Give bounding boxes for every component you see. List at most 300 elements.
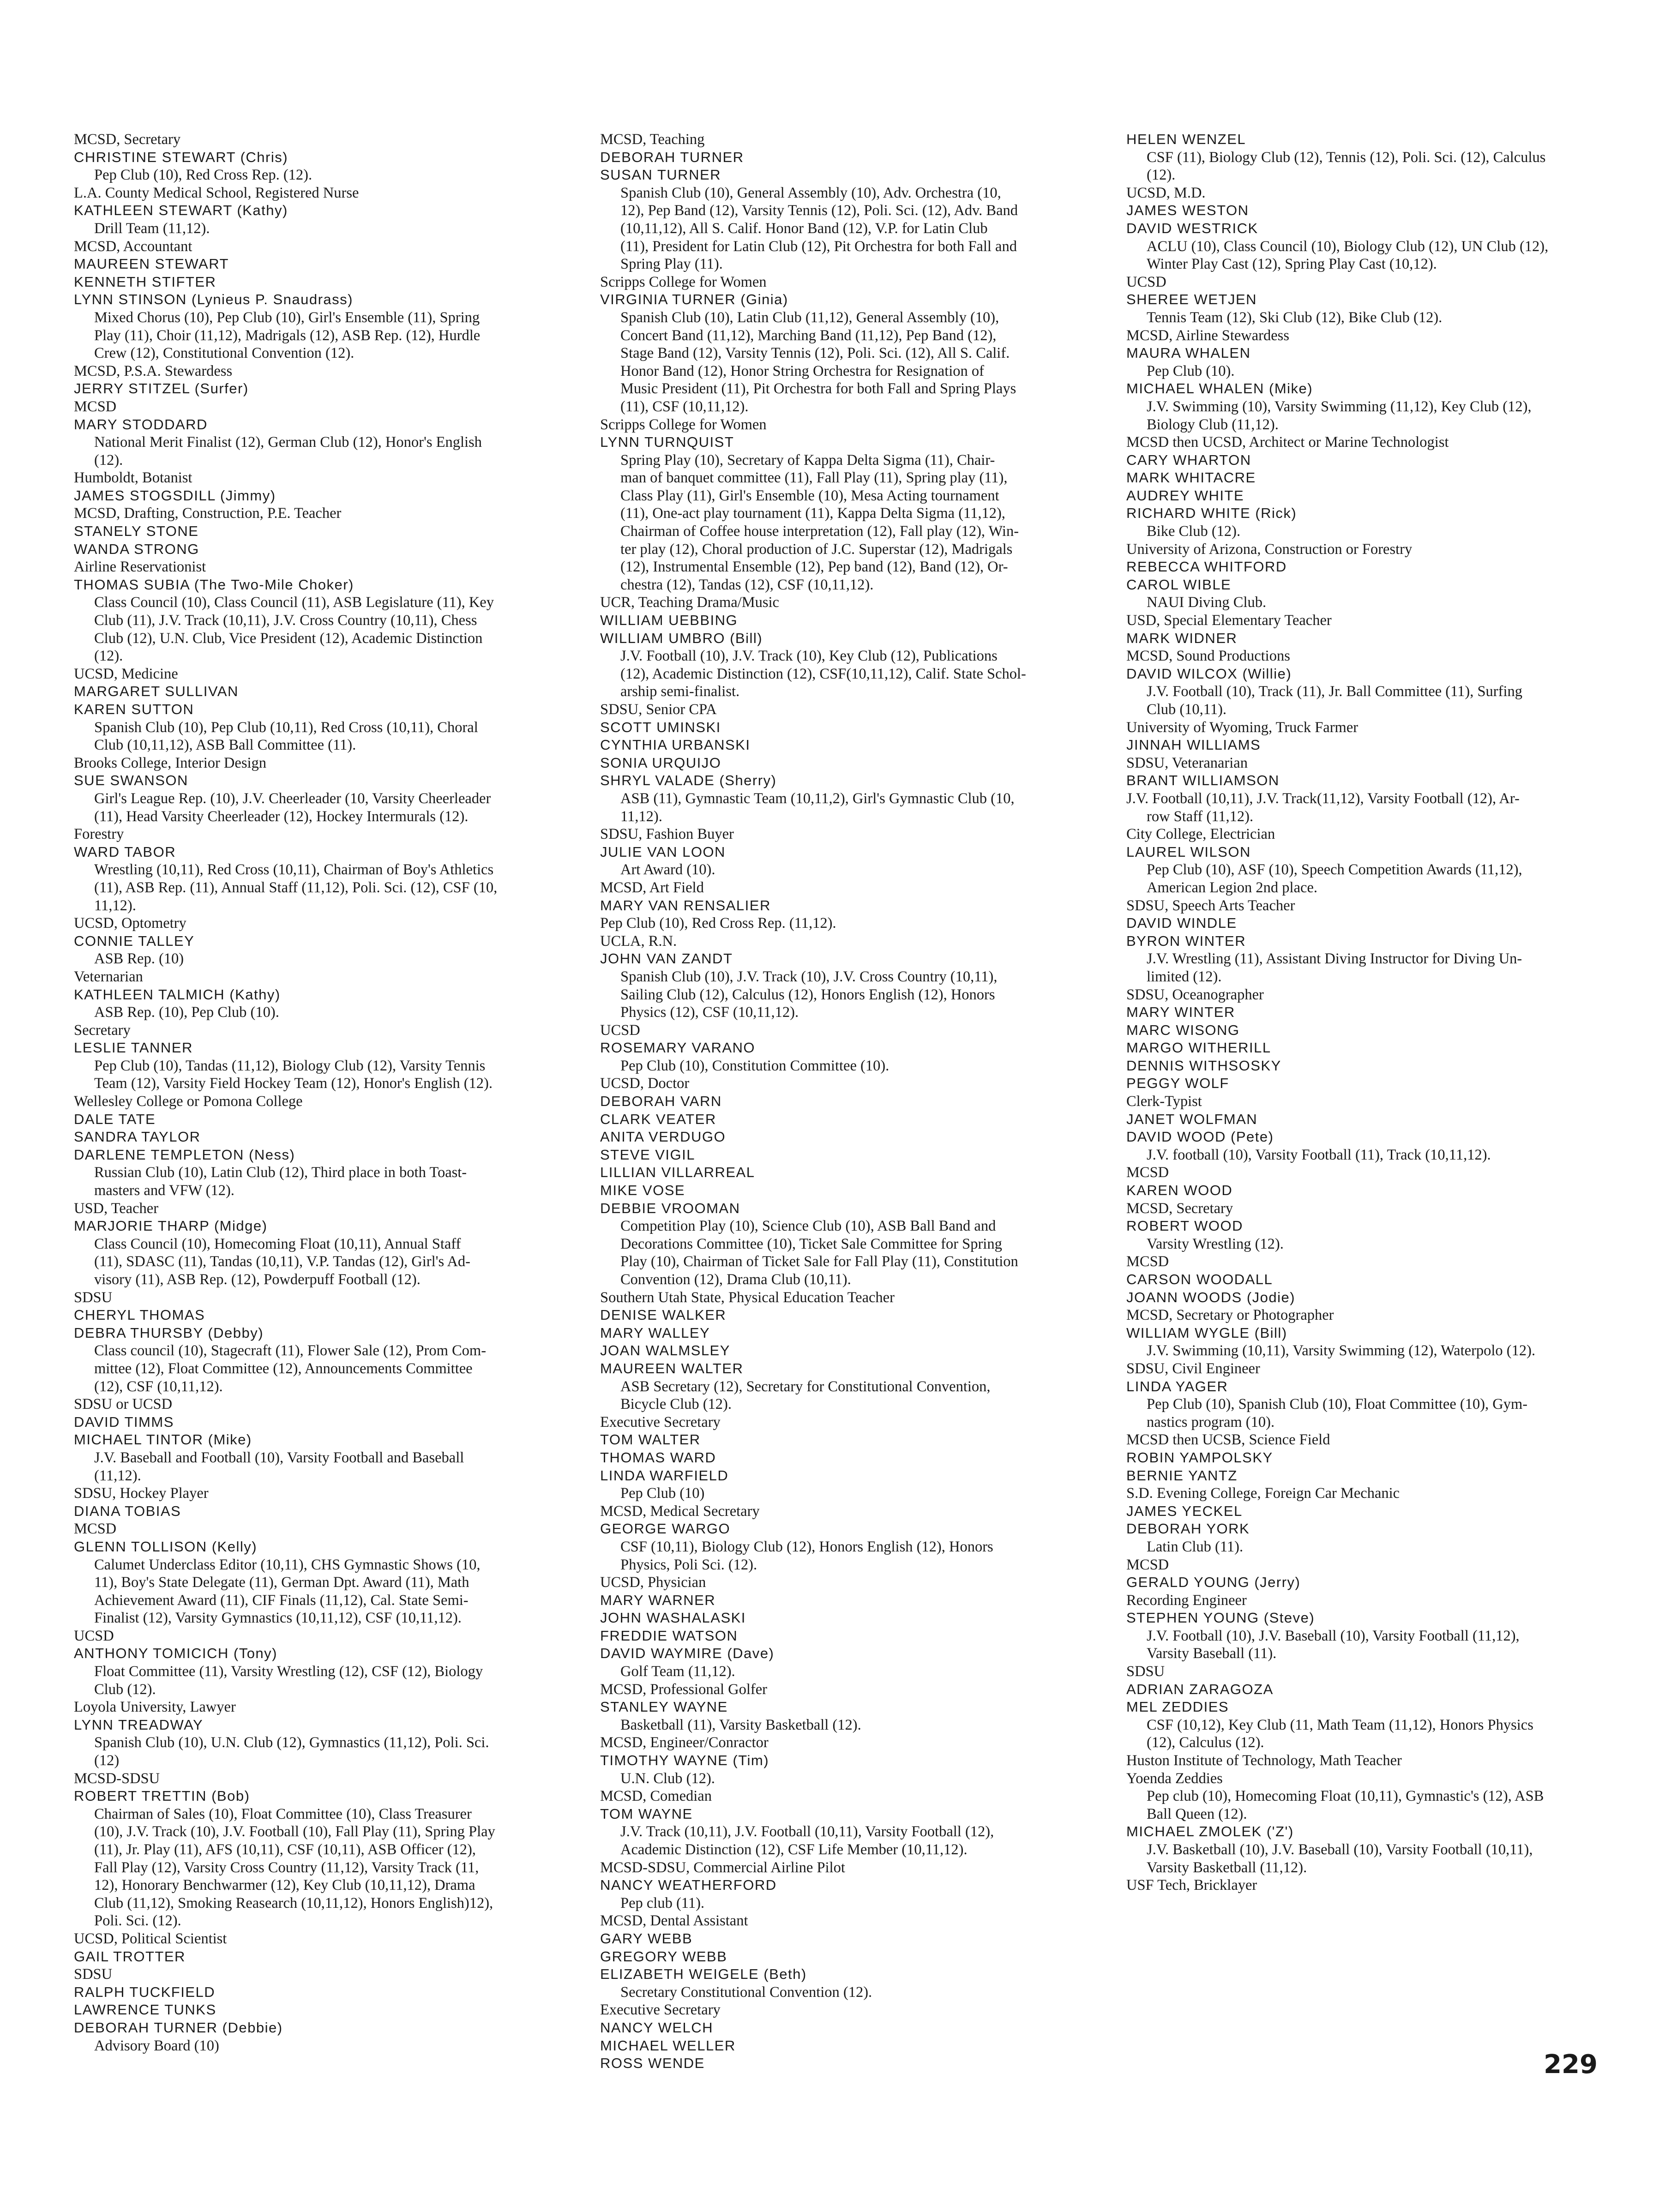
activity-line: Basketball (11), Varsity Basketball (12).	[620, 1716, 861, 1733]
student-entry	[1126, 914, 1611, 932]
student-name: MARGO WITHERILL	[1126, 1040, 1271, 1056]
activity-line: limited (12).	[1147, 968, 1222, 985]
student-name: DEBORAH TURNER	[600, 149, 744, 165]
activity-line: Music President (11), Pit Orchestra for both Fall and Spring Plays	[620, 380, 1016, 397]
student-name: ROBERT WOOD	[1126, 1218, 1244, 1234]
activity-line: Float Committee (11), Varsity Wrestling (12), CSF (12), Biology	[94, 1663, 483, 1680]
student-entry	[600, 1431, 1099, 1449]
activity-line: Club (10,11).	[1147, 701, 1227, 718]
student-entry	[1126, 1128, 1611, 1182]
activity-line: Spanish Club (10), Latin Club (11,12), General Assembly (10),	[620, 309, 999, 326]
future-plan: Airline Reservationist	[74, 559, 206, 576]
student-entry	[600, 1128, 1099, 1146]
activity-line: Play (10), Chairman of Ticket Sale for Fall Play (11), Constitution	[620, 1253, 1018, 1270]
future-plan: MCSD, Medical Secretary	[600, 1503, 760, 1520]
future-plan: MCSD	[1126, 1253, 1169, 1270]
student-name: JOHN VAN ZANDT	[600, 950, 733, 967]
activity-line: Crew (12), Constitutional Convention (12).	[94, 345, 355, 362]
activity-line: chestra (12), Tandas (12), CSF (10,11,12).	[620, 576, 874, 593]
activity-line: Club (12), U.N. Club, Vice President (12), Academic Distinction	[94, 630, 483, 647]
student-name: MARY WINTER	[1126, 1004, 1235, 1021]
activity-line: J.V. Football (10), J.V. Baseball (10), Varsity Football (11,12),	[1147, 1627, 1520, 1644]
future-plan: MCSD, Airline Stewardess	[1126, 327, 1289, 344]
activity-line: (11,12).	[94, 1467, 141, 1484]
student-name: DAVID WESTRICK	[1126, 220, 1258, 236]
student-name: MARY STODDARD	[74, 416, 208, 433]
student-entry	[600, 1627, 1099, 1645]
student-entry	[600, 1930, 1099, 1948]
student-entry	[74, 576, 558, 683]
student-entry	[1126, 1057, 1611, 1075]
activity-line: Drill Team (11,12).	[94, 220, 210, 237]
activity-line: 11), Boy's State Delegate (11), German Dpt. Award (11), Math	[94, 1574, 469, 1591]
future-plan: UCSD, Physician	[600, 1574, 706, 1591]
future-plan: USD, Teacher	[74, 1200, 159, 1217]
student-name: GREGORY WEBB	[600, 1948, 727, 1965]
student-entry	[1126, 505, 1611, 558]
activity-line: Bike Club (12).	[1147, 523, 1241, 540]
future-plan: UCSD	[1126, 273, 1166, 290]
student-entry	[1126, 932, 1611, 1004]
student-entry	[74, 986, 558, 1040]
future-plan: MCSD	[74, 1521, 117, 1538]
student-name: KATHLEEN STEWART (Kathy)	[74, 202, 288, 219]
student-entry	[1126, 665, 1611, 736]
student-name: JOHN WASHALASKI	[600, 1610, 746, 1626]
activity-line: visory (11), ASB Rep. (12), Powderpuff Football (12).	[94, 1271, 421, 1288]
student-entry	[74, 2001, 558, 2019]
student-entry	[1126, 202, 1611, 220]
future-plan: University of Wyoming, Truck Farmer	[1126, 719, 1358, 736]
student-name: ADRIAN ZARAGOZA	[1126, 1681, 1274, 1697]
student-entry	[600, 1449, 1099, 1467]
activity-line: Sailing Club (12), Calculus (12), Honors English (12), Honors	[620, 986, 995, 1003]
student-entry	[600, 1966, 1099, 2019]
future-plan: MCSD, Teaching	[600, 131, 705, 148]
activity-line: Club (10,11,12), ASB Ball Committee (11).	[94, 737, 356, 754]
student-name: GLENN TOLLISON (Kelly)	[74, 1538, 258, 1555]
activity-line: Convention (12), Drama Club (10,11).	[620, 1271, 851, 1288]
student-entry	[600, 1306, 1099, 1324]
student-entry	[74, 701, 558, 772]
activity-line: Spanish Club (10), General Assembly (10), Adv. Orchestra (10,	[620, 184, 1001, 201]
activity-line: Physics, Poli Sci. (12).	[620, 1556, 757, 1573]
student-entry	[74, 772, 558, 843]
activity-line: (12), Academic Distinction (12), CSF(10,11,12), Calif. State Schol-	[620, 665, 1026, 682]
student-name: MARY WARNER	[600, 1592, 716, 1608]
student-name: Yoenda Zeddies	[1126, 1770, 1223, 1787]
student-name: SHRYL VALADE (Sherry)	[600, 772, 777, 789]
activity-line: 11,12).	[94, 897, 136, 914]
future-plan: Executive Secretary	[600, 2002, 721, 2019]
student-entry	[600, 1324, 1099, 1342]
activity-line: Club (12).	[94, 1681, 156, 1698]
student-name: LESLIE TANNER	[74, 1040, 193, 1056]
activity-line: NAUI Diving Club.	[1147, 594, 1267, 611]
student-name: STEVE VIGIL	[600, 1146, 696, 1163]
student-name: CHERYL THOMAS	[74, 1307, 205, 1323]
activity-line: Winter Play Cast (12), Spring Play Cast (10,12).	[1147, 256, 1437, 273]
student-name: SONIA URQUIJO	[600, 754, 721, 771]
student-name: KATHLEEN TALMICH (Kathy)	[74, 986, 281, 1003]
activity-line: (12)	[94, 1752, 120, 1769]
student-name: LINDA YAGER	[1126, 1378, 1228, 1395]
student-entry	[600, 1609, 1099, 1627]
activity-line: Fall Play (12), Varsity Cross Country (11,12), Varsity Track (11,	[94, 1859, 479, 1876]
activity-line: Varsity Baseball (11).	[1147, 1645, 1277, 1662]
student-name: NANCY WEATHERFORD	[600, 1877, 777, 1893]
activity-line: Girl's League Rep. (10), J.V. Cheerleader (10, Varsity Cheerleader	[94, 790, 491, 807]
future-plan: UCSD, Political Scientist	[74, 1930, 227, 1947]
student-entry	[600, 897, 1099, 932]
activity-line: Latin Club (11).	[1147, 1538, 1244, 1555]
activity-line: Decorations Committee (10), Ticket Sale Committee for Spring	[620, 1235, 1002, 1252]
future-plan: S.D. Evening College, Foreign Car Mechanic	[1126, 1485, 1400, 1502]
student-entry	[74, 380, 558, 415]
student-entry	[1126, 576, 1611, 630]
activity-line: Spring Play (10), Secretary of Kappa Delta Sigma (11), Chair-	[620, 451, 995, 469]
student-name: MIKE VOSE	[600, 1182, 685, 1199]
student-name: BYRON WINTER	[1126, 932, 1246, 949]
student-entry	[1126, 1217, 1611, 1271]
student-entry	[1126, 469, 1611, 487]
student-entry	[74, 487, 558, 523]
student-name: JAMES YECKEL	[1126, 1503, 1243, 1519]
student-name: ROSEMARY VARANO	[600, 1040, 756, 1056]
student-name: DAVID WINDLE	[1126, 915, 1237, 932]
page-number: 229	[1544, 2050, 1598, 2080]
future-plan: Southern Utah State, Physical Education Teacher	[600, 1289, 895, 1306]
future-plan: L.A. County Medical School, Registered Nurse	[74, 184, 359, 201]
student-entry	[600, 1039, 1099, 1093]
student-name: LINDA WARFIELD	[600, 1467, 729, 1484]
future-plan: Scripps College for Women	[600, 273, 767, 290]
activity-line: Class council (10), Stagecraft (11), Flower Sale (12), Prom Com-	[94, 1342, 487, 1359]
activity-line: J.V. Wrestling (11), Assistant Diving Instructor for Diving Un-	[1147, 950, 1522, 968]
activity-line: Calumet Underclass Editor (10,11), CHS Gymnastic Shows (10,	[94, 1556, 481, 1573]
student-entry	[600, 1752, 1099, 1805]
activity-line: Pep Club (10).	[1147, 362, 1235, 379]
activity-line: Spring Play (11).	[620, 256, 723, 273]
student-name: MAUREEN STEWART	[74, 256, 229, 272]
future-plan: MCSD then UCSD, Architect or Marine Technologist	[1126, 434, 1449, 451]
activity-line: ASB (11), Gymnastic Team (10,11,2), Girl's Gymnastic Club (10,	[620, 790, 1015, 807]
student-name: MARY VAN RENSALIER	[600, 897, 771, 914]
student-entry	[74, 2019, 558, 2055]
student-entry	[74, 523, 558, 541]
future-plan: MCSD, Dental Assistant	[600, 1912, 748, 1929]
student-entry	[600, 1093, 1099, 1111]
student-entry	[600, 1467, 1099, 1521]
student-name: MICHAEL ZMOLEK ('Z')	[1126, 1823, 1294, 1840]
student-name: FREDDIE WATSON	[600, 1627, 738, 1644]
activity-line: ter play (12), Choral production of J.C. Superstar (12), Madrigals	[620, 541, 1013, 558]
student-entry	[600, 131, 1099, 149]
column-2	[600, 131, 1099, 2073]
student-name: CLARK VEATER	[600, 1111, 716, 1127]
activity-line: (12), CSF (10,11,12).	[94, 1378, 223, 1395]
student-entry	[600, 950, 1099, 1039]
student-name: DENNIS WITHSOSKY	[1126, 1057, 1281, 1074]
future-plan: Brooks College, Interior Design	[74, 754, 267, 771]
student-entry	[600, 1698, 1099, 1752]
student-name: DAVID WOOD (Pete)	[1126, 1129, 1274, 1145]
future-plan: Secretary	[74, 1022, 131, 1039]
student-entry	[1126, 451, 1611, 469]
student-name: JINNAH WILLIAMS	[1126, 737, 1261, 753]
student-name: LYNN STINSON (Lynieus P. Snaudrass)	[74, 291, 353, 308]
student-name: ROBERT TRETTIN (Bob)	[74, 1788, 250, 1804]
student-name: CHRISTINE STEWART (Chris)	[74, 149, 289, 165]
student-entry	[74, 541, 558, 576]
student-entry	[600, 1342, 1099, 1360]
future-plan: SDSU, Speech Arts Teacher	[1126, 897, 1295, 914]
future-plan: SDSU or UCSD	[74, 1396, 173, 1413]
future-plan: MCSD, Secretary	[74, 131, 181, 148]
student-entry	[1126, 558, 1611, 576]
student-name: CARSON WOODALL	[1126, 1271, 1273, 1287]
activity-line: J.V. Football (10), J.V. Track (10), Key Club (12), Publications	[620, 648, 998, 665]
student-name: DEBORAH VARN	[600, 1093, 722, 1110]
student-name: MARGARET SULLIVAN	[74, 683, 239, 700]
future-plan: MCSD, Comedian	[600, 1788, 712, 1805]
student-entry	[600, 1805, 1099, 1876]
activity-line: Pep Club (10), ASF (10), Speech Competition Awards (11,12),	[1147, 861, 1522, 878]
student-entry	[600, 1164, 1099, 1182]
student-entry	[600, 1360, 1099, 1431]
future-plan: Forestry	[74, 826, 124, 843]
student-name: JANET WOLFMAN	[1126, 1111, 1258, 1127]
student-entry	[1126, 1574, 1611, 1609]
activity-line: Wrestling (10,11), Red Cross (10,11), Chairman of Boy's Athletics	[94, 861, 494, 878]
student-entry	[1126, 1289, 1611, 1324]
future-plan: MCSD, Sound Productions	[1126, 648, 1290, 665]
student-entry	[1126, 344, 1611, 380]
student-entry	[74, 1787, 558, 1948]
activity-line: Spanish Club (10), Pep Club (10,11), Red Cross (10,11), Choral	[94, 719, 478, 736]
student-name: LILLIAN VILLARREAL	[600, 1164, 755, 1181]
student-name: CAROL WIBLE	[1126, 576, 1232, 593]
future-plan: MCSD-SDSU	[74, 1770, 160, 1787]
student-name: MARY WALLEY	[600, 1324, 710, 1341]
student-name: DARLENE TEMPLETON (Ness)	[74, 1146, 295, 1163]
activity-line: Achievement Award (11), CIF Finals (11,12), Cal. State Semi-	[94, 1592, 469, 1609]
student-name: SANDRA TAYLOR	[74, 1129, 201, 1145]
activity-line: Mixed Chorus (10), Pep Club (10), Girl's Ensemble (11), Spring	[94, 309, 480, 326]
student-name: REBECCA WHITFORD	[1126, 559, 1287, 575]
student-name: HELEN WENZEL	[1126, 131, 1246, 147]
student-name: STANLEY WAYNE	[600, 1699, 728, 1715]
future-plan: MCSD, Secretary	[1126, 1200, 1233, 1217]
activity-line: Pep club (10), Homecoming Float (10,11), Gymnastic's (12), ASB	[1147, 1788, 1544, 1805]
future-plan: SDSU	[74, 1966, 113, 1983]
column-3	[1126, 131, 1611, 1894]
activity-line: Chairman of Coffee house interpretation (12), Fall play (12), Win-	[620, 523, 1019, 540]
student-entry	[600, 1948, 1099, 1966]
student-name: MICHAEL TINTOR (Mike)	[74, 1431, 252, 1448]
student-name: WANDA STRONG	[74, 541, 199, 557]
activity-line: Secretary Constitutional Convention (12).	[620, 1984, 872, 2001]
student-name: LAWRENCE TUNKS	[74, 2002, 216, 2018]
student-name: JAMES WESTON	[1126, 202, 1249, 219]
activity-line: Varsity Wrestling (12).	[1147, 1235, 1284, 1252]
future-plan: UCSD	[74, 1627, 114, 1644]
activity-line: CSF (11), Biology Club (12), Tennis (12), Poli. Sci. (12), Calculus	[1147, 149, 1546, 166]
student-entry	[74, 1538, 558, 1645]
student-entry	[1126, 1681, 1611, 1699]
future-plan: UCSD, Medicine	[74, 665, 178, 682]
student-entry	[600, 2037, 1099, 2055]
student-name: MAURA WHALEN	[1126, 345, 1251, 361]
future-plan: UCSD, Doctor	[600, 1075, 690, 1092]
student-name: MEL ZEDDIES	[1126, 1699, 1229, 1715]
student-name: LYNN TURNQUIST	[600, 434, 734, 451]
student-name: SCOTT UMINSKI	[600, 719, 721, 735]
student-entry	[1126, 1503, 1611, 1521]
activity-line: Spanish Club (10), J.V. Track (10), J.V. Cross Country (10,11),	[620, 968, 998, 985]
activity-line: Pep Club (10), Tandas (11,12), Biology Club (12), Varsity Tennis	[94, 1057, 486, 1074]
student-entry	[74, 291, 558, 380]
student-entry	[1126, 1520, 1611, 1574]
student-name: WILLIAM WYGLE (Bill)	[1126, 1324, 1287, 1341]
student-name: LAUREL WILSON	[1126, 843, 1251, 860]
activity-line: Stage Band (12), Varsity Tennis (12), Poli. Sci. (12), All S. Calif.	[620, 345, 1010, 362]
activity-line: (12).	[1147, 167, 1176, 184]
future-plan: SDSU, Fashion Buyer	[600, 826, 734, 843]
future-plan: MCSD, Drafting, Construction, P.E. Teacher	[74, 505, 342, 522]
activity-line: U.N. Club (12).	[620, 1770, 715, 1787]
student-entry	[1126, 1271, 1611, 1289]
student-entry	[1126, 1022, 1611, 1040]
future-plan: SDSU, Oceanographer	[1126, 986, 1264, 1003]
student-entry	[74, 1984, 558, 2002]
activity-line: J.V. Football (10), Track (11), Jr. Ball Committee (11), Surfing	[1147, 683, 1522, 700]
student-entry	[74, 1716, 558, 1787]
student-entry	[74, 1324, 558, 1413]
student-entry	[1126, 630, 1611, 665]
activity-line: Russian Club (10), Latin Club (12), Third place in both Toast-	[94, 1164, 467, 1181]
activity-line: Biology Club (11,12).	[1147, 416, 1279, 433]
activity-line: Varsity Basketball (11,12).	[1147, 1859, 1307, 1876]
student-entry	[74, 1948, 558, 1984]
student-name: DAVID WAYMIRE (Dave)	[600, 1645, 775, 1662]
student-name: JAMES STOGSDILL (Jimmy)	[74, 487, 276, 504]
student-entry	[600, 166, 1099, 291]
student-entry	[74, 202, 558, 255]
student-entry	[600, 932, 1099, 950]
student-name: RALPH TUCKFIELD	[74, 1984, 216, 2000]
activity-line: Pep Club (10), Constitution Committee (10).	[620, 1057, 890, 1074]
student-entry	[600, 736, 1099, 754]
student-entry	[600, 754, 1099, 772]
activity-line: Chairman of Sales (10), Float Committee (10), Class Treasurer	[94, 1805, 472, 1822]
activity-line: J.V. Swimming (10,11), Varsity Swimming (12), Waterpolo (12).	[1147, 1342, 1536, 1359]
student-entry	[1126, 380, 1611, 451]
activity-line: 11,12).	[620, 808, 662, 825]
student-entry	[74, 1111, 558, 1129]
student-entry	[1126, 772, 1611, 843]
student-entry	[600, 1146, 1099, 1164]
student-name: STANELY STONE	[74, 523, 199, 540]
activity-line: J.V. Track (10,11), J.V. Football (10,11), Varsity Football (12),	[620, 1823, 994, 1840]
future-plan: University of Arizona, Construction or Forestry	[1126, 541, 1413, 558]
student-entry	[74, 1431, 558, 1502]
future-plan: USF Tech, Bricklayer	[1126, 1877, 1257, 1894]
activity-line: Team (12), Varsity Field Hockey Team (12), Honor's English (12).	[94, 1075, 493, 1092]
student-name: TOM WAYNE	[600, 1805, 693, 1822]
activity-line: Poli. Sci. (12).	[94, 1912, 181, 1929]
student-name: THOMAS SUBIA (The Two-Mile Choker)	[74, 576, 354, 593]
future-plan: UCSD	[600, 1022, 640, 1039]
activity-line: J.V. Football (10,11), J.V. Track(11,12), Varsity Football (12), Ar-	[1126, 790, 1520, 807]
student-entry	[1126, 843, 1611, 914]
student-entry	[74, 1217, 558, 1306]
student-name: DALE TATE	[74, 1111, 156, 1127]
activity-line: row Staff (11,12).	[1147, 808, 1254, 825]
future-plan: Scripps College for Women	[600, 416, 767, 433]
future-plan: MCSD, P.S.A. Stewardess	[74, 362, 233, 379]
student-name: GEORGE WARGO	[600, 1521, 731, 1537]
student-name: ANITA VERDUGO	[600, 1129, 726, 1145]
student-entry	[600, 149, 1099, 167]
future-plan: SDSU, Civil Engineer	[1126, 1360, 1260, 1377]
activity-line: CSF (10,12), Key Club (11, Math Team (11,12), Honors Physics	[1147, 1716, 1533, 1733]
future-plan: UCR, Teaching Drama/Music	[600, 594, 779, 611]
student-name: JULIE VAN LOON	[600, 843, 726, 860]
student-name: ROBIN YAMPOLSKY	[1126, 1449, 1273, 1466]
student-name: DEBRA THURSBY (Debby)	[74, 1324, 264, 1341]
student-name: MARC WISONG	[1126, 1022, 1240, 1038]
future-plan: Humboldt, Botanist	[74, 469, 192, 487]
activity-line: Club (11,12), Smoking Reasearch (10,11,12), Honors English)12),	[94, 1894, 493, 1911]
student-entry	[1126, 1823, 1611, 1894]
student-entry	[600, 1520, 1099, 1591]
student-name: KENNETH STIFTER	[74, 273, 216, 290]
activity-line: (10), J.V. Track (10), J.V. Football (10), Fall Play (11), Spring Play	[94, 1823, 495, 1840]
student-name: DIANA TOBIAS	[74, 1503, 181, 1519]
future-plan: Pep Club (10), Red Cross Rep. (11,12).	[600, 915, 836, 932]
activity-line: Bicycle Club (12).	[620, 1396, 732, 1413]
student-name: MARK WIDNER	[1126, 630, 1238, 646]
activity-line: Competition Play (10), Science Club (10), ASB Ball Band and	[620, 1218, 996, 1235]
future-plan: SDSU, Hockey Player	[74, 1485, 209, 1502]
activity-line: Art Award (10).	[620, 861, 715, 878]
student-entry	[1126, 1182, 1611, 1217]
student-name: DAVID WILCOX (Willie)	[1126, 665, 1292, 682]
student-entry	[74, 1306, 558, 1324]
student-name: WARD TABOR	[74, 843, 176, 860]
student-name: JOAN WALMSLEY	[600, 1342, 730, 1359]
future-plan: Loyola University, Lawyer	[74, 1699, 236, 1716]
student-entry	[1126, 1075, 1611, 1110]
student-entry	[600, 1111, 1099, 1129]
student-entry	[600, 1876, 1099, 1930]
student-entry	[1126, 1039, 1611, 1057]
student-entry	[74, 416, 558, 487]
student-name: THOMAS WARD	[600, 1449, 716, 1466]
activity-line: J.V. Baseball and Football (10), Varsity Football and Baseball	[94, 1449, 464, 1466]
activity-line: Honor Band (12), Honor String Orchestra for Resignation of	[620, 362, 984, 379]
activity-line: J.V. football (10), Varsity Football (11), Track (10,11,12).	[1147, 1146, 1491, 1163]
activity-line: CSF (10,11), Biology Club (12), Honors English (12), Honors	[620, 1538, 993, 1555]
activity-line: Concert Band (11,12), Marching Band (11,12), Pep Band (12),	[620, 327, 997, 344]
future-plan: Wellesley College or Pomona College	[74, 1093, 303, 1110]
activity-line: Physics (12), CSF (10,11,12).	[620, 1004, 799, 1021]
student-name: KAREN SUTTON	[74, 701, 194, 717]
future-plan: Huston Institute of Technology, Math Teacher	[1126, 1752, 1402, 1769]
activity-line: Advisory Board (10)	[94, 2037, 219, 2054]
activity-line: Golf Team (11,12).	[620, 1663, 735, 1680]
